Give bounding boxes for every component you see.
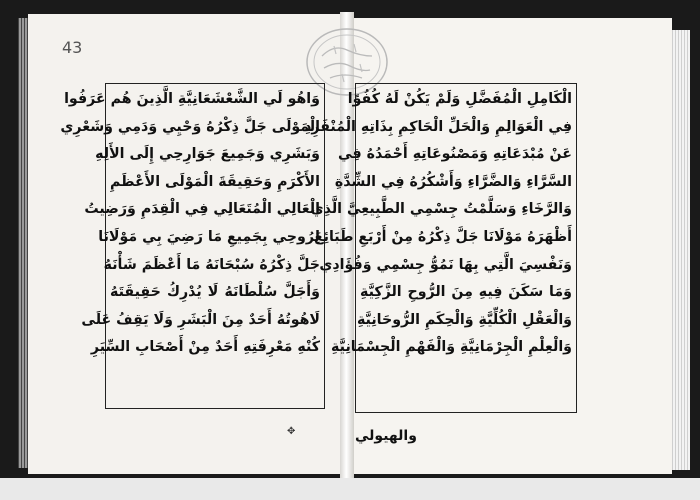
text-line: أَظْهَرَهُ مَوْلَانَا جَلَّ ذِكْرُهُ مِنْ أَرْبَعِ طَبَائِعَ: [313, 228, 572, 245]
text-line: وَنَفْسِيَ الَّتِي بِهَا نَمُوُّ جِسْمِي وَفُؤَادِي: [319, 256, 572, 273]
text-line: وَالرَّخَاءِ وَسَلَّمْتُ جِسْمِي الطَّبِيعِيَّ الَّذِي: [310, 201, 572, 218]
scan-bottom-margin: [0, 478, 700, 500]
text-line: وَأَجَلَّ سُلْطَانَهُ لَا يُدْرِكُ حَقِيقَتَهُ: [110, 284, 320, 301]
text-line: لِرُوحِي بِجَمِيعِ مَا رَضِيَ بِي مَوْلَانَا: [98, 228, 320, 245]
right-page-edges: [672, 30, 690, 470]
text-line: الأَكْرَمِ وَحَقِيقَةَ الْمَوْلَى الأَعْظَمِ: [110, 173, 320, 190]
text-line: لَاهُوتُهُ أَحَدٌ مِنَ الْبَشَرِ وَلَا يَقِفُ عَلَى: [81, 311, 320, 328]
text-line: وَالْعِلْمِ الْجِرْمَانِيَّةِ وَالْفَهْمِ الْجِسْمَانِيَّةِ: [331, 339, 572, 356]
text-line: الْمَوْلَى جَلَّ ذِكْرُهُ وَحْيِي وَدَمِي وَشَعْرِي: [60, 118, 320, 135]
text-line: عَنْ مُبْدَعَاتِهِ وَمَصْنُوعَاتِهِ أَحْمَدُهُ فِي: [338, 146, 572, 163]
text-line: وَبَشَرِي وَجَمِيعَ جَوَارِحِي إِلَى الأَلِهِ: [95, 146, 320, 163]
right-page-text: [304, 86, 572, 362]
text-line: جَلَّ ذِكْرُهُ سُبْحَانَهُ مَا أَعْظَمَ شَأْنَهُ: [103, 256, 320, 273]
text-line: وَمَا سَكَنَ فِيهِ مِنَ الرُّوحِ الزَّكِيَّةِ: [360, 284, 572, 301]
ink-mark-icon: ✥: [287, 426, 296, 437]
text-line: كُنْهِ مَعْرِفَتِهِ أَحَدٌ مِنْ أَصْحَابِ السِّيَرِ: [90, 339, 320, 356]
text-line: الْكَامِلِ الْمُفَضَّلِ وَلَمْ يَكُنْ لَهُ كُفُوًا: [347, 91, 572, 107]
left-page-text: [60, 86, 320, 362]
text-line: فِي الْعَوَالِمِ وَالْحَلِّ الْحَاكِمِ بِذَاتِهِ الْمُنْفَرِدِ: [304, 118, 572, 135]
text-line: وَالْعَقْلِ الْكُلِّيَّةِ وَالْحِكَمِ الرُّوحَانِيَّةِ: [356, 311, 572, 328]
text-line: وَاهُو لَي الشَّعْشَعَانِيَّةِ الَّذِينَ هُم عَرَفُوا: [64, 91, 320, 107]
text-line: الْعَالِي الْمُتَعَالِي فِي الْقِدَمِ وَرَضِيتُ: [84, 201, 320, 218]
page-number: 43: [62, 38, 83, 57]
catchword: والهيولي: [355, 428, 417, 444]
text-line: السَّرَّاءِ وَالضَّرَّاءِ وَأَشْكُرُهُ فِي الشِّدَّةِ: [334, 173, 572, 190]
